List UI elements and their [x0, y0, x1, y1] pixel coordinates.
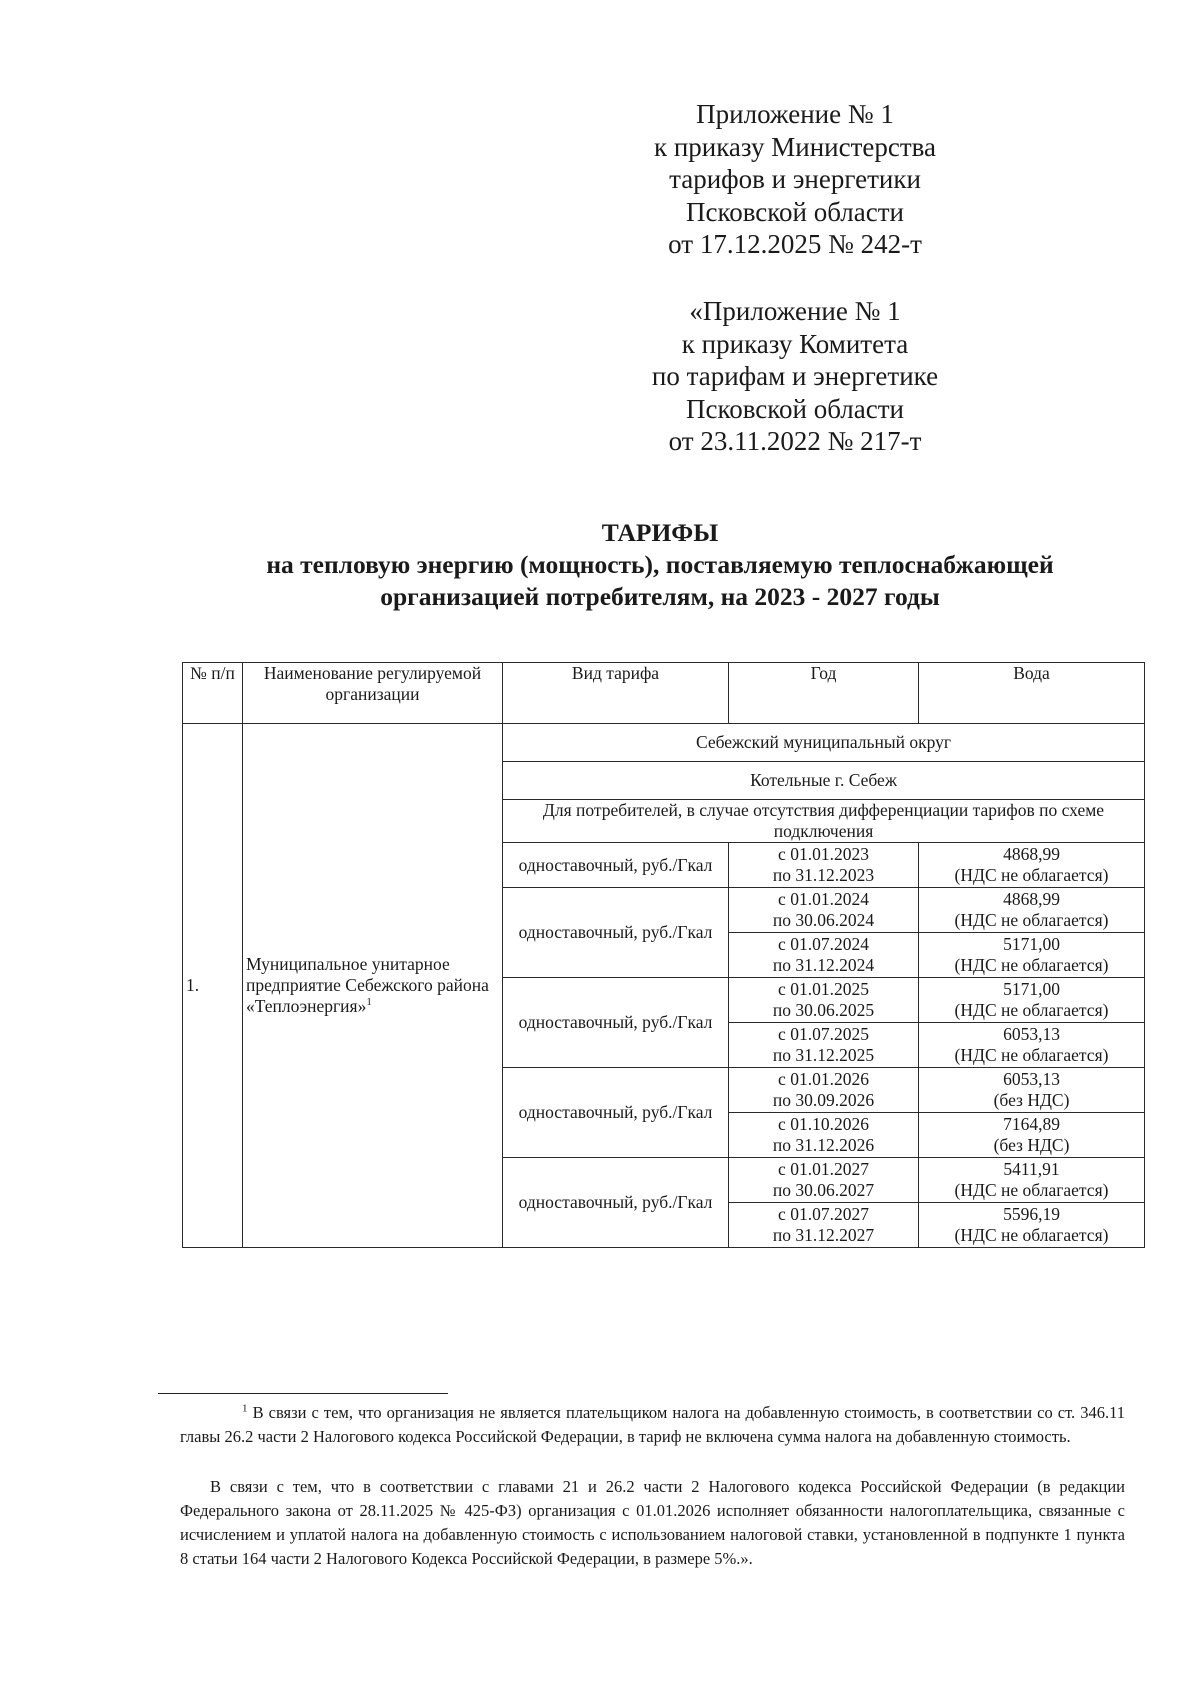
period-cell [729, 1068, 919, 1113]
annex-line: к приказу Комитета [681, 328, 909, 359]
organization-cell [243, 724, 503, 1248]
annex-original-header [580, 295, 1010, 458]
district-row [183, 724, 1145, 762]
district-name: Себежский муниципальный округ [503, 724, 1145, 762]
annex-line: Псковской области [685, 393, 904, 424]
water-tariff-cell [919, 843, 1145, 888]
period-cell [729, 1158, 919, 1203]
period-cell [729, 843, 919, 888]
period-from: с 01.01.2024 [778, 889, 869, 909]
annex-line: по тарифам и энергетике [651, 361, 939, 391]
header-tariff-type: Вид тарифа [503, 663, 729, 724]
period-cell [729, 1203, 919, 1248]
water-tariff-cell [919, 933, 1145, 978]
annex-line: от 23.11.2022 № 217-т [668, 426, 922, 456]
water-tariff-cell [919, 1068, 1145, 1113]
consumers-note: Для потребителей, в случае отсутствия дифференциации тарифов по схеме подключения [503, 800, 1145, 843]
footnote-2 [180, 1475, 1125, 1571]
vat-note: (НДС не облагается) [954, 1180, 1109, 1200]
title-line: организацией потребителям, на 2023 - 2027 годы [380, 582, 940, 611]
tariff-type: одноставочный, руб./Гкал [503, 978, 729, 1068]
header-num: № п/п [183, 663, 243, 724]
period-from: с 01.01.2026 [778, 1069, 869, 1089]
tariff-value: 4868,99 [1003, 889, 1060, 909]
period-from: с 01.07.2025 [778, 1024, 869, 1044]
period-cell [729, 1113, 919, 1158]
period-to: по 30.06.2025 [772, 1000, 875, 1020]
period-to: по 31.12.2025 [772, 1045, 875, 1065]
vat-note: (без НДС) [993, 1090, 1070, 1110]
tariff-type: одноставочный, руб./Гкал [503, 843, 729, 888]
period-from: с 01.01.2023 [778, 844, 869, 864]
annex-current-header [580, 98, 1010, 261]
period-to: по 30.06.2024 [772, 910, 875, 930]
footnote-separator [158, 1393, 448, 1394]
period-to: по 31.12.2027 [772, 1225, 875, 1245]
period-from: с 01.01.2025 [778, 979, 869, 999]
tariff-value: 5171,00 [1003, 979, 1060, 999]
footnote-1 [180, 1401, 1125, 1449]
water-tariff-cell [919, 1203, 1145, 1248]
period-from: с 01.07.2024 [778, 934, 869, 954]
water-tariff-cell [919, 1023, 1145, 1068]
water-tariff-cell [919, 1113, 1145, 1158]
period-from: с 01.07.2027 [778, 1204, 869, 1224]
annex-line: тарифов и энергетики [669, 164, 921, 194]
period-to: по 31.12.2024 [772, 955, 875, 975]
period-cell [729, 1023, 919, 1068]
tariff-value: 4868,99 [1003, 844, 1060, 864]
period-to: по 30.06.2027 [772, 1180, 875, 1200]
vat-note: (НДС не облагается) [954, 910, 1109, 930]
water-tariff-cell [919, 978, 1145, 1023]
period-cell [729, 888, 919, 933]
vat-note: (НДС не облагается) [954, 865, 1109, 885]
period-cell [729, 933, 919, 978]
tariffs-table [182, 662, 1145, 1248]
title-line: на тепловую энергию (мощность), поставляемую теплоснабжающей [266, 550, 1054, 579]
vat-note: (без НДС) [993, 1135, 1070, 1155]
annex-line: «Приложение № 1 [689, 296, 901, 326]
tariff-type: одноставочный, руб./Гкал [503, 1158, 729, 1248]
organization-name: Муниципальное унитарное предприятие Себежского района «Теплоэнергия» [246, 954, 489, 1016]
tariff-value: 5596,19 [1003, 1204, 1060, 1224]
tariff-value: 5171,00 [1003, 934, 1060, 954]
annex-line: Псковской области [685, 196, 904, 227]
tariff-type: одноставочный, руб./Гкал [503, 888, 729, 978]
period-from: с 01.01.2027 [778, 1159, 869, 1179]
title-line: ТАРИФЫ [601, 518, 719, 547]
header-year: Год [729, 663, 919, 724]
footnote-1-text: В связи с тем, что организация не является плательщиком налога на добавленную стоимость, в соответствии со ст. 346.11 главы 26.2 части 2 Налогового кодекса Российской Федерации, в тариф не включена сумма налога на добавленную стоимость. [180, 1403, 1126, 1446]
water-tariff-cell [919, 1158, 1145, 1203]
period-cell [729, 978, 919, 1023]
document-title [170, 517, 1150, 613]
boilers-name: Котельные г. Себеж [503, 762, 1145, 800]
footnote-mark: 1 [366, 996, 372, 1009]
period-to: по 31.12.2026 [772, 1135, 875, 1155]
footnote-2-text: В связи с тем, что в соответствии с главами 21 и 26.2 части 2 Налогового кодекса Российской Федерации (в редакции Федерального закона от 28.11.2025 № 425-ФЗ) организация с 01.01.2026 исполняет обязанности налогоплательщика, связанные с исчислением и уплатой налога на добавленную стоимость с использованием налоговой ставки, установленной в подпункте 1 пункта 8 статьи 164 части 2 Налогового Кодекса Российской Федерации, в размере 5%.». [180, 1477, 1125, 1568]
vat-note: (НДС не облагается) [954, 1000, 1109, 1020]
table-header-row [183, 663, 1145, 724]
tariff-value: 6053,13 [1003, 1024, 1060, 1044]
water-tariff-cell [919, 888, 1145, 933]
footnote-1-mark: 1 [242, 1402, 248, 1415]
annex-line: от 17.12.2025 № 242-т [668, 229, 922, 259]
tariff-value: 5411,91 [1003, 1159, 1060, 1179]
period-from: с 01.10.2026 [778, 1114, 869, 1134]
row-number: 1. [183, 724, 243, 1248]
tariff-value: 6053,13 [1003, 1069, 1060, 1089]
tariff-value: 7164,89 [1003, 1114, 1060, 1134]
header-org: Наименование регулируемой организации [243, 663, 503, 724]
period-to: по 31.12.2023 [772, 865, 875, 885]
vat-note: (НДС не облагается) [954, 955, 1109, 975]
annex-line: Приложение № 1 [696, 99, 894, 129]
annex-line: к приказу Министерства [653, 131, 937, 162]
vat-note: (НДС не облагается) [954, 1045, 1109, 1065]
period-to: по 30.09.2026 [772, 1090, 875, 1110]
vat-note: (НДС не облагается) [954, 1225, 1109, 1245]
tariff-type: одноставочный, руб./Гкал [503, 1068, 729, 1158]
header-water: Вода [919, 663, 1145, 724]
